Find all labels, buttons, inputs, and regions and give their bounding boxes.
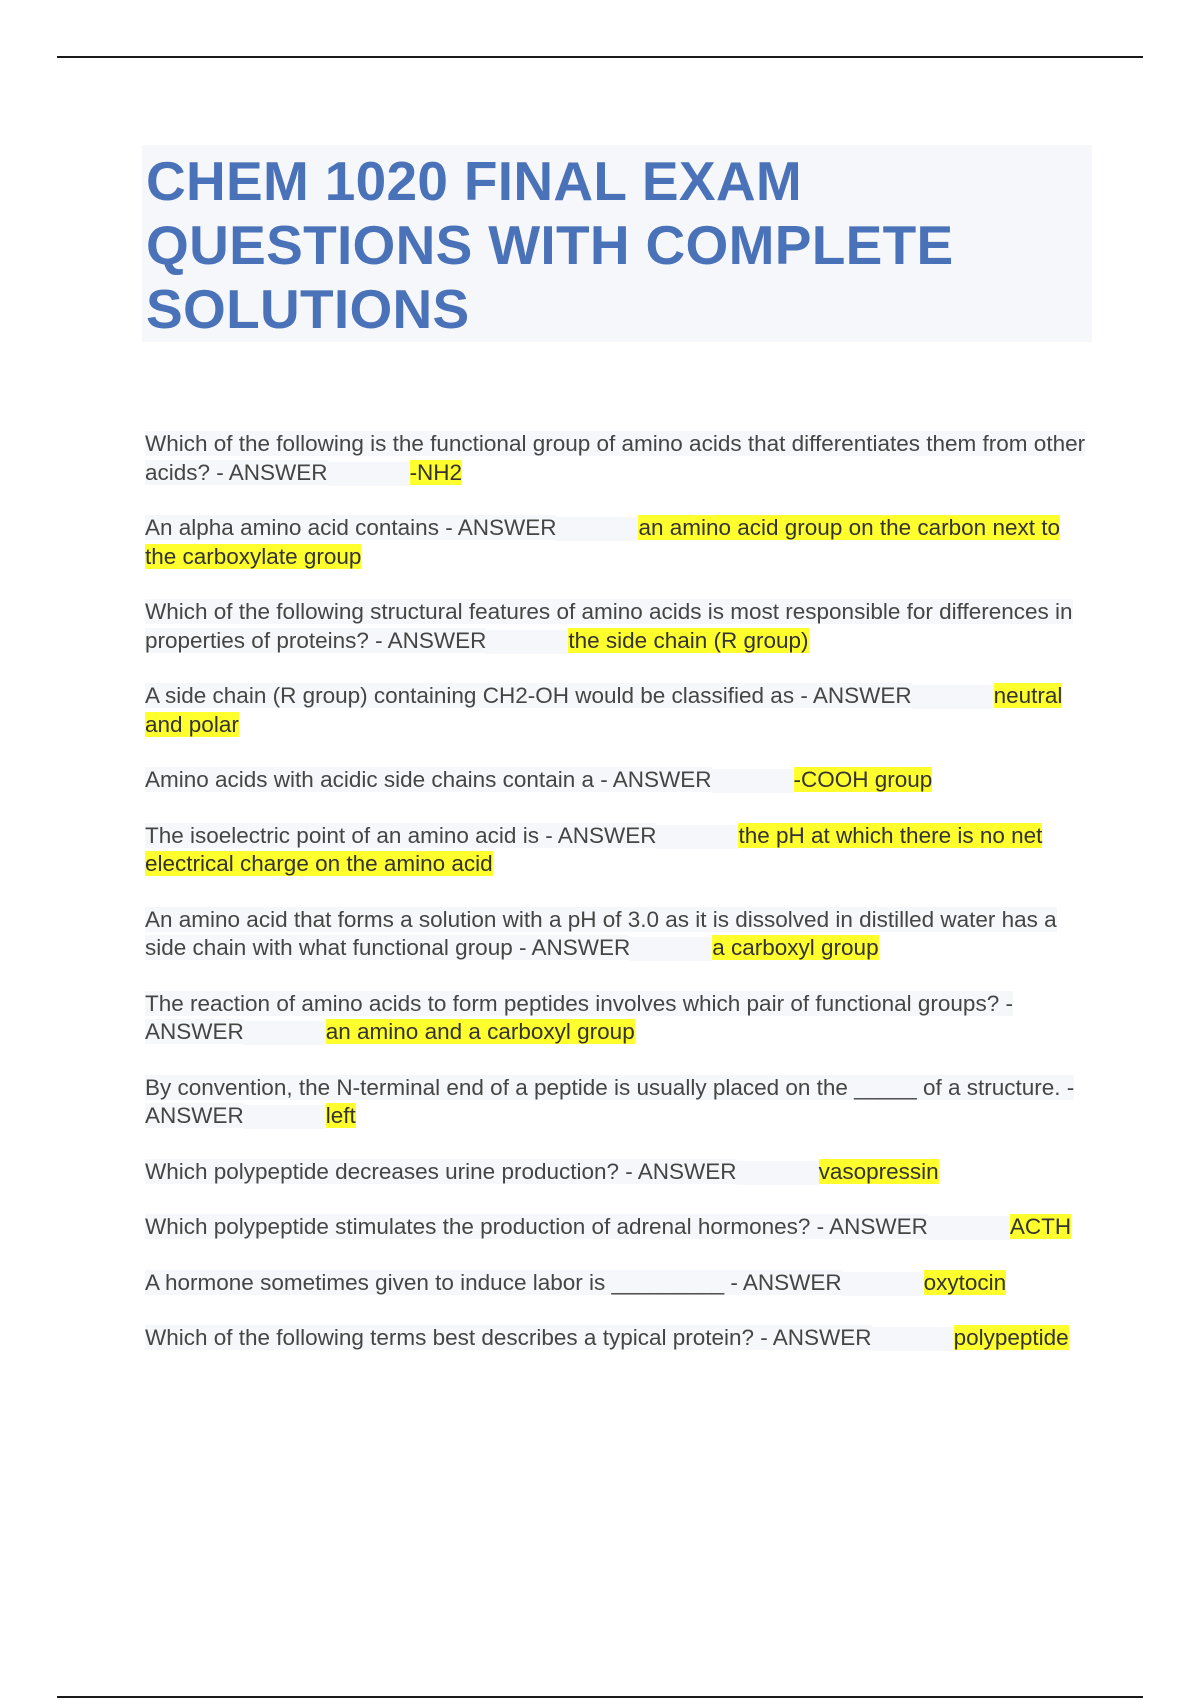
answer-highlight: a carboxyl group <box>712 935 879 960</box>
qa-item <box>145 1074 1090 1131</box>
qa-item <box>145 1324 1090 1353</box>
answer-gap <box>656 825 738 849</box>
answer-gap <box>842 1272 924 1296</box>
question-text: Which of the following structural features of amino acids is most responsible for differences in properties of proteins? - ANSWER <box>145 599 1073 653</box>
question-text: Which polypeptide decreases urine production? - ANSWER <box>145 1158 737 1184</box>
qa-item <box>145 990 1090 1047</box>
answer-gap <box>630 937 712 961</box>
title-block <box>142 145 1092 342</box>
answer-gap <box>244 1021 326 1045</box>
answer-gap <box>244 1105 326 1129</box>
answer-gap <box>912 685 994 709</box>
header-rule <box>57 56 1143 58</box>
answer-gap <box>737 1161 819 1185</box>
answer-highlight: the pH at which there is no net electrical charge on the amino acid <box>145 822 1043 876</box>
answer-highlight: left <box>325 1103 356 1128</box>
question-text: An alpha amino acid contains - ANSWER <box>145 515 557 540</box>
qa-item <box>145 430 1090 487</box>
qa-item <box>145 1269 1090 1298</box>
answer-highlight: the side chain (R group) <box>568 627 809 653</box>
qa-item <box>145 822 1090 879</box>
question-text: Amino acids with acidic side chains contain a - ANSWER <box>145 767 712 792</box>
footer-rule <box>57 1696 1143 1698</box>
question-text: Which of the following terms best describes a typical protein? - ANSWER <box>145 1325 872 1350</box>
answer-highlight: ACTH <box>1009 1214 1072 1239</box>
answer-highlight: neutral and polar <box>145 683 1063 737</box>
question-text: By convention, the N-terminal end of a peptide is usually placed on the _____ of a structure. - ANSWER <box>145 1074 1075 1128</box>
answer-gap <box>328 462 410 486</box>
answer-gap <box>486 630 568 654</box>
qa-item <box>145 1158 1090 1187</box>
question-text: A side chain (R group) containing CH2-OH would be classified as - ANSWER <box>145 683 912 708</box>
answer-gap <box>872 1327 954 1351</box>
question-text: A hormone sometimes given to induce labor is _________ - ANSWER <box>145 1269 842 1295</box>
answer-highlight: vasopressin <box>818 1158 939 1184</box>
question-text: The isoelectric point of an amino acid is - ANSWER <box>145 822 657 848</box>
qa-item <box>145 598 1090 655</box>
answer-highlight: an amino and a carboxyl group <box>325 1019 635 1044</box>
qa-item <box>145 514 1090 571</box>
answer-highlight: -COOH group <box>793 767 933 792</box>
question-text: Which polypeptide stimulates the production of adrenal hormones? - ANSWER <box>145 1214 928 1239</box>
answer-highlight: -NH2 <box>409 459 463 485</box>
answer-gap <box>712 769 794 793</box>
question-text: The reaction of amino acids to form peptides involves which pair of functional groups? - ANSWER <box>145 990 1013 1044</box>
question-text: Which of the following is the functional group of amino acids that differentiates them from other acids? - ANSWER <box>145 431 1086 485</box>
answer-highlight: an amino acid group on the carbon next to the carboxylate group <box>145 515 1060 569</box>
question-text: An amino acid that forms a solution with a pH of 3.0 as it is dissolved in distilled water has a side chain with what functional group - ANSWER <box>145 906 1057 960</box>
qa-item <box>145 682 1090 739</box>
qa-item <box>145 1213 1090 1242</box>
document-title: CHEM 1020 FINAL EXAM QUESTIONS WITH COMPLETE SOLUTIONS <box>146 150 954 340</box>
answer-highlight: oxytocin <box>923 1269 1007 1295</box>
qa-item <box>145 906 1090 963</box>
qa-list <box>145 430 1090 1380</box>
answer-gap <box>556 517 638 541</box>
qa-item <box>145 766 1090 795</box>
answer-highlight: polypeptide <box>953 1325 1069 1350</box>
answer-gap <box>928 1216 1010 1240</box>
